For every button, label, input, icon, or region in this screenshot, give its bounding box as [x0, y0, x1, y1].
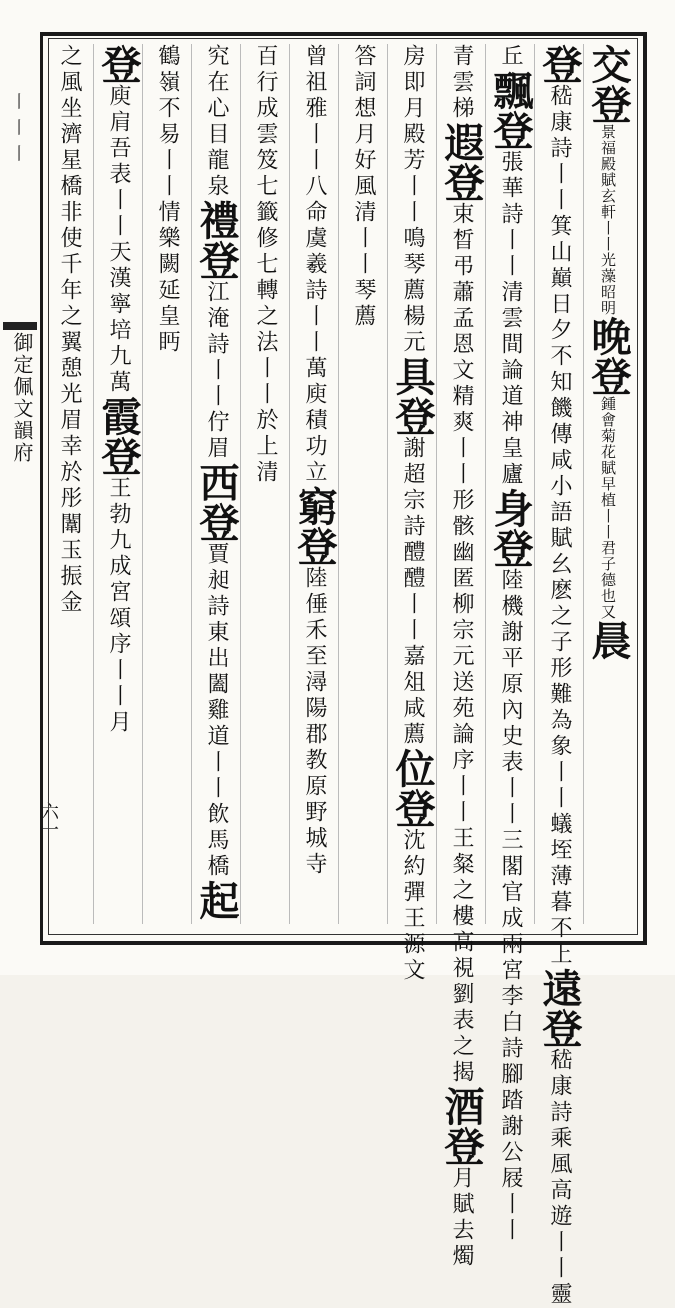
- entry-text: 答詞想月好風清丨丨琴薦: [351, 44, 376, 330]
- entry-text: 陸倕禾至潯陽郡教原野城寺: [302, 566, 327, 878]
- entry-text: 房即月殿芳丨丨鳴琴薦楊元: [400, 44, 425, 356]
- entry-head: 具登: [389, 356, 436, 436]
- entry-text: 賈昶詩東出闔雞道丨丨飲馬橋: [204, 542, 229, 880]
- book-title: 御定佩文韻府: [10, 332, 34, 464]
- column-9: [191, 44, 240, 924]
- entry-text: 嵇康詩丨丨箕山巔日夕不知饑傳咸小語賦幺麽之子形難為象丨丨蟻垤薄暮不上: [547, 84, 572, 968]
- entry-head: 飄登: [487, 70, 534, 150]
- entry-head: 身登: [487, 488, 534, 568]
- entry-text: 曾祖雅丨丨八命虞羲詩丨丨萬庾積功立: [302, 44, 327, 486]
- entry-text: 情樂闕延皇眄: [155, 200, 180, 356]
- entry-text: 究在心目龍泉: [204, 44, 229, 200]
- entry-head: 登: [95, 44, 142, 84]
- column-10: [142, 44, 191, 924]
- entry-head: 起: [193, 880, 240, 920]
- entry-text: 束晳弔蕭孟恩文精爽丨丨形骸幽匿柳宗元送苑論序丨丨王粲之樓高視劉表之揭: [449, 202, 474, 1086]
- column-12: [45, 44, 93, 924]
- entry-text: 憩光眉幸於彤闈玉振金: [57, 356, 82, 616]
- entry-head: 位登: [389, 748, 436, 828]
- entry-text: 庾肩吾表丨丨天漢寧培九萬: [106, 84, 131, 396]
- entry-text: 青雲: [449, 44, 474, 96]
- entry-head: 晨: [585, 620, 632, 660]
- entry-head: 窮登: [291, 486, 338, 566]
- entry-text: 嵇康詩乘風高遊丨丨靈: [547, 1048, 572, 1308]
- entry-text: 陸機謝平原內史表丨丨三閣官成兩宮李白詩腳踏謝公屐丨丨: [498, 568, 523, 1244]
- column-7: [289, 44, 338, 924]
- entry-text: 王勃九成宮頌序丨丨月: [106, 476, 131, 736]
- entry-text: 百行成雲笈七籤修七轉之法丨丨於上清: [253, 44, 278, 486]
- column-2: [534, 44, 583, 1308]
- entry-text: 丘: [498, 44, 523, 70]
- entry-head: 遐登: [438, 122, 485, 202]
- entry-text: 月賦去燭: [449, 1166, 474, 1270]
- column-6: [338, 44, 387, 924]
- page-number: 六一: [38, 802, 59, 838]
- entry-text: 梯: [449, 96, 474, 122]
- entry-head: 酒登: [438, 1086, 485, 1166]
- page-margin: [0, 32, 59, 937]
- entry-head: 交登: [585, 44, 632, 124]
- entry-text: 之風坐濟星橋非使千年之翼: [57, 44, 82, 356]
- entry-text: 景福殿賦玄軒丨丨光藻昭明: [599, 124, 617, 316]
- column-1: [583, 44, 632, 924]
- entry-head: 西登: [193, 462, 240, 542]
- entry-text: 鍾會菊花賦早植丨丨君子德也又: [599, 396, 617, 620]
- entry-text: 江淹詩丨丨佇眉: [204, 280, 229, 462]
- entry-head: 霞登: [95, 396, 142, 476]
- text-columns: [56, 44, 632, 1308]
- column-4: [436, 44, 485, 1270]
- entry-text: 張華詩丨丨清雲間論道神皇廬: [498, 150, 523, 488]
- entry-text: 謝超宗詩醴醴丨丨嘉俎咸薦: [400, 436, 425, 748]
- column-5: [387, 44, 436, 984]
- entry-head: 遠登: [536, 968, 583, 1048]
- entry-text: 鶴嶺不易丨丨: [155, 44, 180, 200]
- column-8: [240, 44, 289, 924]
- entry-head: 登: [536, 44, 583, 84]
- column-3: [485, 44, 534, 1244]
- margin-marks: 〡〡〡: [7, 92, 28, 170]
- entry-text: 沈約彈王源文: [400, 828, 425, 984]
- fish-tail-mark: [3, 322, 37, 330]
- entry-head: 禮登: [193, 200, 240, 280]
- column-11: [93, 44, 142, 924]
- entry-head: 晚登: [585, 316, 632, 396]
